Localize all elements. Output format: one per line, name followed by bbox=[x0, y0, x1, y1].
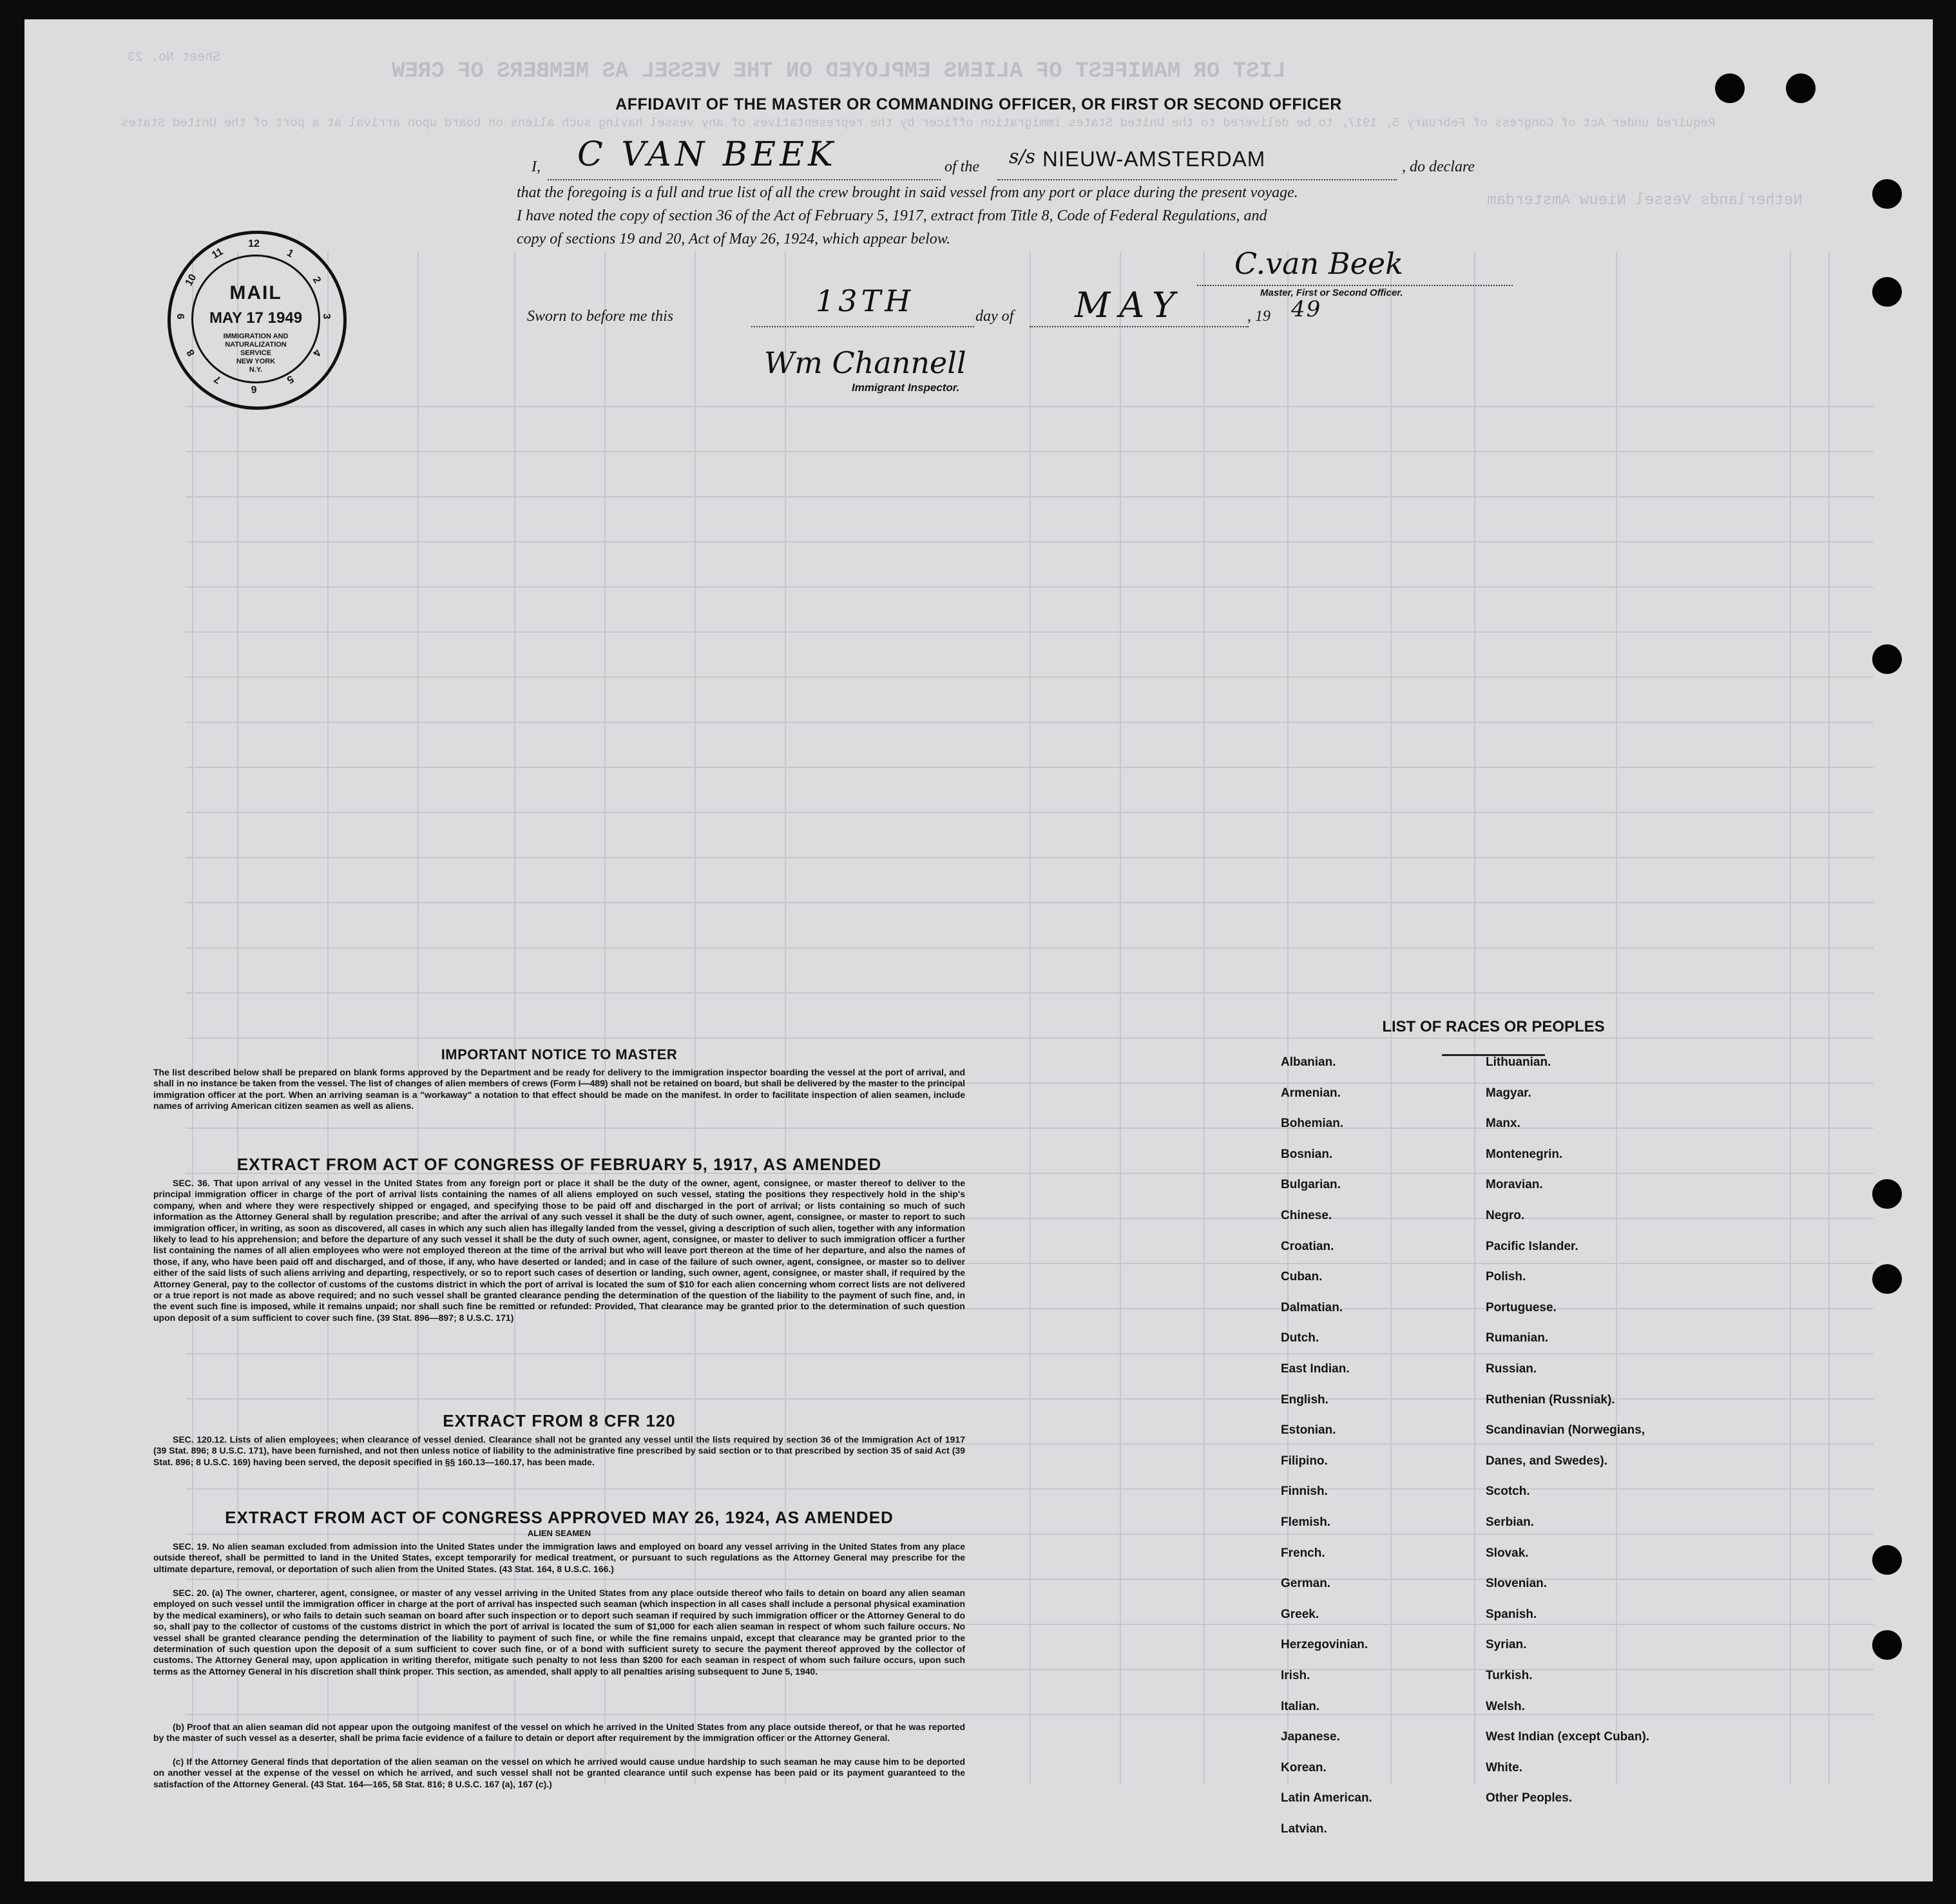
race-item: Filipino. bbox=[1281, 1454, 1328, 1468]
day-line bbox=[751, 326, 974, 327]
of-the-label: of the bbox=[944, 159, 979, 175]
ghost-column-rule bbox=[1030, 251, 1031, 1785]
vessel-prefix: s/s bbox=[1009, 146, 1035, 168]
stamp-hour: 10 bbox=[183, 272, 199, 288]
race-item: French. bbox=[1281, 1546, 1325, 1560]
race-item: Italian. bbox=[1281, 1699, 1320, 1713]
stamp-hour: 1 bbox=[285, 247, 296, 260]
alien-seamen-subheading: ALIEN SEAMEN bbox=[527, 1528, 591, 1538]
race-item: Finnish. bbox=[1281, 1485, 1328, 1499]
race-item: Scotch. bbox=[1486, 1485, 1530, 1499]
race-item: Pacific Islander. bbox=[1486, 1239, 1578, 1253]
race-item: White. bbox=[1486, 1760, 1522, 1774]
race-item: Armenian. bbox=[1281, 1086, 1341, 1100]
notice-body: The list described below shall be prepared on blank forms approved by the Department and be ready for delivery to the immigration inspector boarding the vessel at the port of arrival, and shall in no instance be taken from the vessel. The list of changes of alien members of crews (Form I—489) shall not be retained on board, but shall be delivered by the master to the principal immigration officer at the port. When an arriving seaman is a "workaway" a notation to that effect should be made on the manifest. In order to facilitate inspection of alien seamen, include names of arriving American citizen seamen as well as aliens. bbox=[153, 1067, 965, 1111]
signature-line bbox=[1197, 285, 1513, 286]
stamp-line: SERVICE bbox=[240, 349, 272, 357]
stamp-line: NEW YORK bbox=[236, 358, 276, 365]
punch-hole bbox=[1872, 644, 1902, 674]
extract-cfr-body: SEC. 120.12. Lists of alien employees; when clearance of vessel denied. Clearance shall not be granted any vessel until the lists required by section 36 of the Immigration Act of 1917 (39 Stat. 896; 8 U.S.C. 171), have been furnished, and not then unless notice of liability to the administrative fine prescribed by said section or to that prescribed by section 35 of said Act (39 Stat. 896; 8 U.S.C. 169) having been served, the deposit specified in §§ 160.13—160.17, has been made. bbox=[153, 1434, 965, 1467]
stamp-hour: 12 bbox=[248, 238, 260, 249]
punch-hole bbox=[1872, 1630, 1902, 1660]
year-prefix: , 19 bbox=[1247, 308, 1270, 325]
race-item: Irish. bbox=[1281, 1669, 1310, 1682]
races-heading: LIST OF RACES OR PEOPLES bbox=[1382, 1018, 1605, 1035]
stamp-hour: 4 bbox=[310, 347, 323, 358]
race-item: Cuban. bbox=[1281, 1270, 1323, 1284]
race-item: Croatian. bbox=[1281, 1239, 1334, 1253]
race-item: Manx. bbox=[1486, 1117, 1520, 1131]
ghost-header: LIST OR MANIFEST OF ALIENS EMPLOYED ON THE VESSEL AS MEMBERS OF CREW bbox=[392, 59, 1286, 84]
extract-1917-heading: EXTRACT FROM ACT OF CONGRESS OF FEBRUARY 5, 1917, AS AMENDED bbox=[236, 1155, 882, 1174]
sworn-year: 49 bbox=[1291, 296, 1322, 322]
inspector-label: Immigrant Inspector. bbox=[852, 381, 960, 394]
vessel-name: NIEUW-AMSTERDAM bbox=[1042, 147, 1266, 171]
extract-cfr-heading: EXTRACT FROM 8 CFR 120 bbox=[443, 1411, 676, 1430]
punch-hole bbox=[1872, 277, 1902, 307]
ghost-column-rule bbox=[1790, 251, 1791, 1785]
notice-heading: IMPORTANT NOTICE TO MASTER bbox=[441, 1046, 678, 1063]
race-item: Flemish. bbox=[1281, 1515, 1331, 1529]
stamp-hour: 7 bbox=[212, 372, 223, 386]
master-signature: C.van Beek bbox=[1234, 246, 1403, 281]
stamp-title: MAIL bbox=[229, 282, 282, 303]
sworn-month: MAY bbox=[1075, 285, 1184, 325]
sworn-day: 13TH bbox=[816, 284, 915, 318]
stamp-hour: 6 bbox=[251, 383, 257, 394]
vessel-name-line bbox=[997, 179, 1397, 180]
extract-1917-body: SEC. 36. That upon arrival of any vessel in the United States from any foreign port or place it shall be the duty of the owner, agent, consignee, or master thereof to deliver to the principal immigration officer in charge of the port of arrival lists containing the names of all aliens employed on such vessel, stating the positions they respectively hold in the ship's company, when and where they were respectively shipped or engaged, and specifying those to be paid off and discharged in the port of arrival; or lists containing so much of such information as the Attorney General shall by regulation prescribe; and after the arrival of any such vessel it shall be the duty of such owner, agent, consignee, or master to report to such immigration officer, in writing, as soon as discovered, all cases in which any such alien has illegally landed from the vessel, giving a description of such alien, together with any information likely to lead to his apprehension; and before the departure of any such vessel it shall be the duty of such owner, agent, consignee, or master to deliver to such immigration officer a further list containing the names of all alien employees who were not employed thereon at the time of the arrival but who will leave port thereon at the time of her departure, and also the names of those, if any, who have been paid off and discharged, and of those, if any, who have deserted or landed; and in case of the failure of such owner, agent, consignee, or master so to deliver either of the said lists of such aliens arriving and departing, respectively, or so to report such cases of desertion or landing, such owner, agent, consignee, or master shall, if required by the Attorney General, pay to the collector of customs of the customs district in which the port of arrival is located the sum of $10 for each alien concerning whom correct lists are not delivered or a true report is not made as above required; and no such vessel shall be granted clearance pending the determination of the question of the liability to the payment of such fine, and, in the event such fine is imposed, while it remains unpaid; nor shall such fine be remitted or refunded: Provided, That clearance may be granted prior to the determination of such question upon deposit of a sum sufficient to cover such fine. (39 Stat. 896—897; 8 U.S.C. 171) bbox=[153, 1178, 965, 1323]
mail-date-stamp bbox=[168, 231, 347, 410]
race-item: Russian. bbox=[1486, 1362, 1537, 1376]
race-item: Montenegrin. bbox=[1486, 1147, 1563, 1161]
sec-20b-body: (b) Proof that an alien seaman did not appear upon the outgoing manifest of the vessel on which he arrived in the United States from any place outside thereof, or that he was reported by the master of such vessel as a deserter, shall be prima facie evidence of a failure to detain or deport after requirement by the immigration officer or the Attorney General. bbox=[153, 1722, 965, 1744]
race-item: Dutch. bbox=[1281, 1331, 1319, 1345]
race-item: German. bbox=[1281, 1577, 1331, 1591]
stamp-date: MAY 17 1949 bbox=[209, 309, 303, 327]
punch-hole bbox=[1872, 1179, 1902, 1209]
race-item: Bohemian. bbox=[1281, 1117, 1344, 1131]
ghost-column-rule bbox=[1120, 251, 1121, 1785]
ghost-subheader: Required under Act of Congress of February 5, 1917, to be delivered to the United States immigration officer by the representatives of any vessel having such aliens on board upon arrival at a port of the United States bbox=[121, 116, 1716, 130]
affidavit-i-label: I, bbox=[532, 159, 541, 175]
race-item: Latin American. bbox=[1281, 1791, 1372, 1805]
race-item: Portuguese. bbox=[1486, 1300, 1557, 1314]
race-item: Bosnian. bbox=[1281, 1147, 1333, 1161]
stamp-inner-ring bbox=[191, 255, 320, 383]
day-of-label: day of bbox=[975, 308, 1014, 325]
punch-hole bbox=[1872, 179, 1902, 209]
race-item: Negro. bbox=[1486, 1209, 1525, 1222]
race-item: Spanish. bbox=[1486, 1607, 1537, 1621]
race-item: Korean. bbox=[1281, 1760, 1327, 1774]
ghost-column-rule bbox=[1828, 251, 1830, 1785]
race-item: Slovak. bbox=[1486, 1546, 1529, 1560]
sworn-label: Sworn to before me this bbox=[527, 308, 674, 325]
do-declare-label: , do declare bbox=[1402, 159, 1475, 175]
stamp-hour: 2 bbox=[310, 274, 323, 285]
race-item: Greek. bbox=[1281, 1607, 1319, 1621]
race-item: Slovenian. bbox=[1486, 1577, 1548, 1591]
sec-20a-body: SEC. 20. (a) The owner, charterer, agent, consignee, or master of any vessel arriving in the United States from any place outside thereof who fails to detain on board any alien seaman employed on such vessel until the immigration officer in charge at the port of arrival has inspected such seaman (which inspection in all cases shall include a personal physical examination by the medical examiners), or who fails to detain such seaman on board after such inspection or to deport such seaman if required by such immigration officer or the Attorney General to do so, shall pay to the collector of customs of the customs district in which the port of arrival is located the sum of $1,000 for each alien seaman in respect of whom such failure occurs. No vessel shall be granted clearance pending the determination of the liability to payment of such fine, or while the fine remains unpaid, except that clearance may be granted prior to the determination of such question upon the deposit of a sum sufficient to cover such fine, or of a bond with sufficient surety to secure the payment thereof approved by the collector of customs. The Attorney General may, upon application in writing therefor, mitigate such penalty to not less than $200 for each seaman in respect of whom such failure occurs, upon such terms as the Attorney General in his discretion shall think proper. This section, as amended, shall apply to all penalties arising subsequent to June 5, 1940. bbox=[153, 1588, 965, 1677]
race-item: Polish. bbox=[1486, 1270, 1526, 1284]
stamp-hour: 3 bbox=[321, 313, 332, 320]
race-item: Scandinavian (Norwegians, bbox=[1486, 1423, 1645, 1438]
race-item: Syrian. bbox=[1486, 1638, 1527, 1652]
stamp-hour: 9 bbox=[176, 313, 187, 320]
race-item: Chinese. bbox=[1281, 1209, 1332, 1222]
master-label: Master, First or Second Officer. bbox=[1260, 287, 1403, 298]
race-item: Danes, and Swedes). bbox=[1486, 1454, 1608, 1468]
race-item: Moravian. bbox=[1486, 1178, 1543, 1192]
affidavit-line-3: I have noted the copy of section 36 of the Act of February 5, 1917, extract from Title 8, Code of Federal Regulations, and bbox=[517, 207, 1267, 224]
stamp-office bbox=[193, 332, 318, 374]
stamp-line: IMMIGRATION AND bbox=[223, 332, 289, 340]
ghost-sheet-number: Sheet No. 23 bbox=[128, 50, 221, 65]
race-item: Rumanian. bbox=[1486, 1331, 1549, 1345]
race-item: West Indian (except Cuban). bbox=[1486, 1730, 1650, 1744]
month-line bbox=[1030, 326, 1249, 327]
stamp-line: NATURALIZATION bbox=[225, 341, 287, 349]
race-item: Welsh. bbox=[1486, 1699, 1525, 1713]
race-item: Latvian. bbox=[1281, 1822, 1327, 1836]
affidavit-line-2: that the foregoing is a full and true list of all the crew brought in said vessel from any port or place during the present voyage. bbox=[517, 184, 1298, 201]
stamp-hour: 11 bbox=[210, 245, 225, 262]
stamp-hour: 8 bbox=[184, 347, 198, 358]
stamp-hour: 5 bbox=[285, 372, 296, 386]
race-item: Herzegovinian. bbox=[1281, 1638, 1368, 1652]
race-item: Serbian. bbox=[1486, 1515, 1534, 1529]
punch-hole bbox=[1872, 1545, 1902, 1575]
affidavit-title: AFFIDAVIT OF THE MASTER OR COMMANDING OFFICER, OR FIRST OR SECOND OFFICER bbox=[615, 95, 1342, 113]
ghost-vessel-line: Netherlands Vessel Nieuw Amsterdam bbox=[1487, 192, 1803, 209]
race-item: Turkish. bbox=[1486, 1669, 1533, 1682]
punch-hole bbox=[1872, 1264, 1902, 1294]
affidavit-line-4: copy of sections 19 and 20, Act of May 26, 1924, which appear below. bbox=[517, 231, 951, 247]
inspector-signature: Wm Channell bbox=[764, 345, 966, 380]
extract-1924-heading: EXTRACT FROM ACT OF CONGRESS APPROVED MAY 26, 1924, AS AMENDED bbox=[225, 1508, 894, 1527]
race-item: Magyar. bbox=[1486, 1086, 1531, 1100]
race-item: East Indian. bbox=[1281, 1362, 1350, 1376]
race-item: Albanian. bbox=[1281, 1055, 1336, 1069]
ghost-column-rule bbox=[1203, 251, 1205, 1785]
race-item: Ruthenian (Russniak). bbox=[1486, 1392, 1615, 1407]
sec-19-body: SEC. 19. No alien seaman excluded from admission into the United States under the immigration laws and employed on board any vessel arriving in the United States from any place outside thereof, shall be permitted to land in the United States, except temporarily for medical treatment, or pursuant to such regulations as the Attorney General may prescribe for the ultimate departure, removal, or deportation of such alien from the United States. (43 Stat. 164, 8 U.S.C. 166.) bbox=[153, 1541, 965, 1574]
race-item: Lithuanian. bbox=[1486, 1055, 1551, 1069]
race-item: Dalmatian. bbox=[1281, 1300, 1343, 1314]
race-item: Other Peoples. bbox=[1486, 1791, 1573, 1805]
master-name: C VAN BEEK bbox=[577, 135, 837, 174]
master-name-line bbox=[548, 179, 941, 180]
sec-20c-body: (c) If the Attorney General finds that deportation of the alien seaman on the vessel on which he arrived would cause undue hardship to such seaman he may cause him to be deported on another vessel at the expense of the vessel on which he arrived, and such vessel shall not be granted clearance until such expense has been paid or its payment guaranteed to the satisfaction of the Attorney General. (43 Stat. 164—165, 58 Stat. 816; 8 U.S.C. 167 (a), 167 (c).) bbox=[153, 1756, 965, 1789]
race-item: English. bbox=[1281, 1392, 1328, 1407]
race-item: Estonian. bbox=[1281, 1423, 1336, 1438]
stamp-line: N.Y. bbox=[249, 366, 263, 374]
race-item: Japanese. bbox=[1281, 1730, 1340, 1744]
race-item: Bulgarian. bbox=[1281, 1178, 1341, 1192]
manifest-sheet bbox=[24, 19, 1933, 1881]
